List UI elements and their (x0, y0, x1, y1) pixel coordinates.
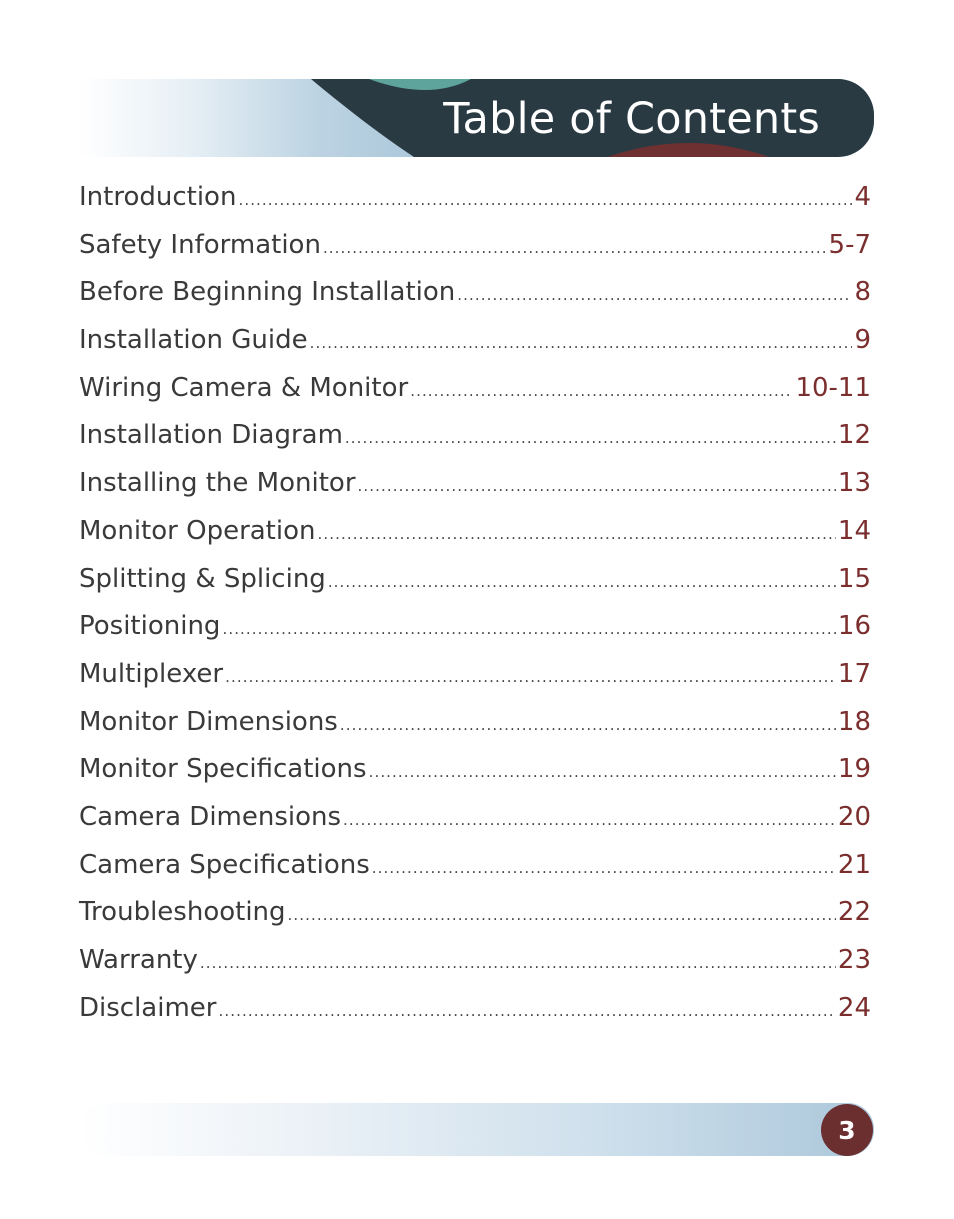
toc-entry-title: Warranty (79, 945, 198, 975)
toc-entry-page: 23 (837, 945, 871, 975)
header-banner (79, 79, 874, 157)
toc-entry-title: Positioning (79, 611, 221, 642)
toc-entry (79, 985, 871, 1033)
toc-entry-title: Monitor Operation (79, 515, 316, 546)
toc-entry (79, 412, 871, 460)
toc-entry-page: 9 (854, 325, 871, 356)
toc-entry-page: 4 (854, 182, 871, 212)
dot-leader (318, 511, 836, 559)
toc-entry-page: 16 (837, 611, 871, 642)
dot-leader (225, 654, 836, 702)
page-number-badge: 3 (821, 1104, 873, 1156)
dot-leader (340, 702, 836, 750)
toc-entry (79, 699, 871, 747)
toc-entry-page: 10-11 (795, 372, 871, 403)
toc-entry (79, 794, 871, 842)
toc-entry (79, 508, 871, 556)
toc-entry-page: 20 (837, 801, 871, 832)
toc-entry-page: 13 (837, 468, 871, 499)
toc-entry (79, 937, 871, 985)
dot-leader (218, 988, 835, 1036)
toc-entry (79, 174, 871, 222)
dot-leader (410, 368, 793, 416)
toc-entry (79, 746, 871, 794)
toc-entry-title: Camera Dimensions (79, 801, 342, 832)
toc-entry-title: Monitor Dimensions (79, 706, 338, 737)
toc-entry-title: Before Beginning Installation (79, 277, 456, 308)
dot-leader (372, 845, 836, 893)
dot-leader (345, 415, 836, 463)
toc-entry-title: Monitor Specifications (79, 754, 367, 785)
toc-entry (79, 365, 871, 413)
toc-entry (79, 460, 871, 508)
toc-entry-page: 22 (837, 897, 871, 928)
toc-entry-title: Installing the Monitor (79, 468, 356, 499)
toc-entry-title: Installation Diagram (79, 420, 343, 451)
toc-entry-title: Safety Information (79, 229, 321, 260)
toc-entry-title: Multiplexer (79, 658, 224, 689)
toc-entry (79, 556, 871, 604)
toc-entry-page: 12 (837, 420, 871, 451)
toc-entry (79, 842, 871, 890)
page-title: Table of Contents (443, 94, 820, 144)
dot-leader (369, 749, 836, 797)
toc-entry-page: 18 (837, 706, 871, 737)
toc-entry (79, 651, 871, 699)
dot-leader (288, 892, 836, 940)
toc-entry-title: Camera Specifications (79, 849, 370, 880)
toc-entry-page: 21 (837, 849, 871, 880)
dot-leader (343, 797, 836, 845)
toc-entry-page: 17 (837, 658, 871, 689)
dot-leader (238, 177, 852, 225)
toc-entry (79, 269, 871, 317)
toc-entry-title: Disclaimer (79, 992, 217, 1023)
toc-entry-title: Troubleshooting (79, 897, 286, 928)
dot-leader (310, 320, 853, 368)
toc-entry-page: 5-7 (828, 229, 871, 260)
dot-leader (222, 606, 835, 654)
toc-entry-page: 14 (837, 515, 871, 546)
toc-entry-title: Wiring Camera & Monitor (79, 372, 409, 403)
toc-entry-title: Splitting & Splicing (79, 563, 326, 594)
footer-bar (79, 1103, 874, 1156)
dot-leader (323, 225, 827, 273)
table-of-contents (79, 174, 871, 1032)
dot-leader (457, 272, 852, 320)
toc-entry (79, 317, 871, 365)
toc-entry-page: 24 (837, 992, 871, 1023)
toc-entry (79, 222, 871, 270)
dot-leader (328, 559, 836, 607)
toc-entry (79, 889, 871, 937)
toc-entry-title: Installation Guide (79, 325, 308, 356)
dot-leader (358, 463, 836, 511)
toc-entry-page: 19 (837, 754, 871, 785)
toc-entry-title: Introduction (79, 182, 237, 212)
dot-leader (200, 940, 836, 988)
toc-entry-page: 8 (854, 277, 871, 308)
toc-entry-page: 15 (837, 563, 871, 594)
toc-entry (79, 603, 871, 651)
